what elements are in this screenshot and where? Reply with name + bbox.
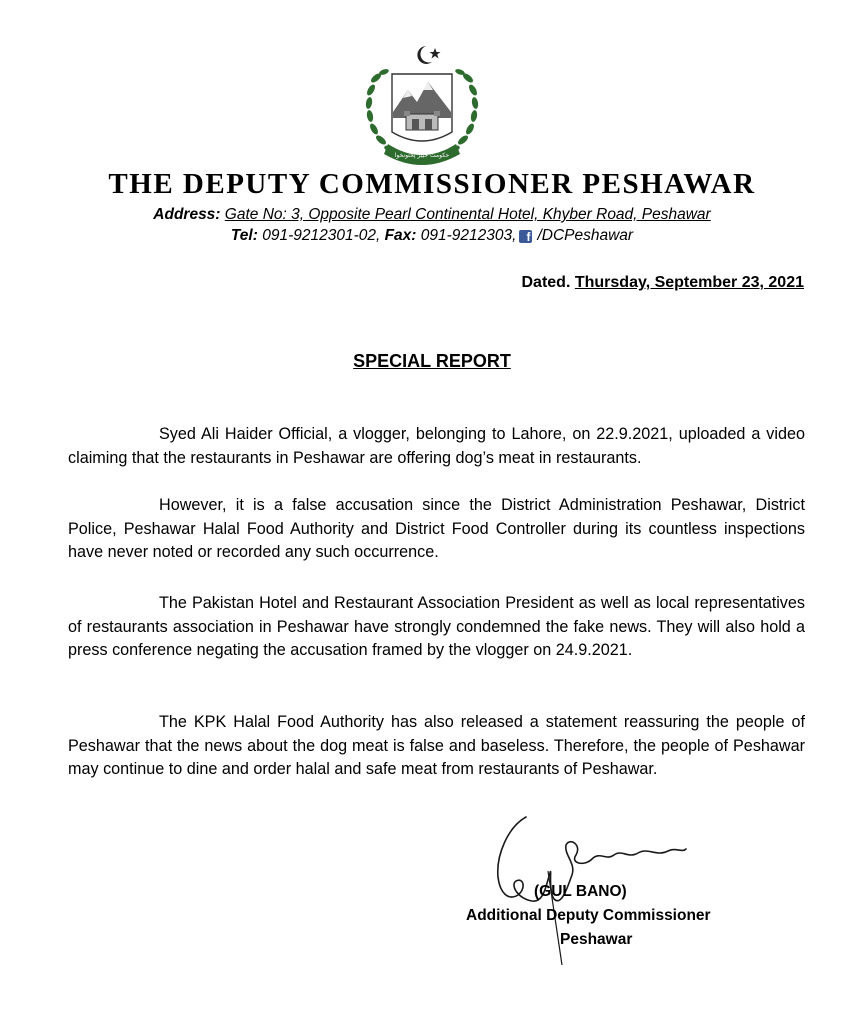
paragraph: Syed Ali Haider Official, a vlogger, belonging to Lahore, on 22.9.2021, uploaded a video claiming that the restaurants in Peshawar are offering dog’s meat in restaurants. [68, 425, 805, 467]
tel-label: Tel: [230, 227, 258, 244]
contact-line [0, 227, 864, 245]
paragraph: The Pakistan Hotel and Restaurant Association President as well as local representatives of restaurants association in Peshawar have strongly condemned the fake news. They will also hold a press conference negating the accusation framed by the vlogger on 24.9.2021. [68, 594, 805, 659]
date-value: Thursday, September 23, 2021 [574, 274, 804, 291]
fax-value: 091-9212303, [420, 227, 517, 244]
signature-block [466, 880, 711, 952]
address-label: Address: [153, 206, 221, 223]
signatory-designation: Additional Deputy Commissioner [466, 907, 711, 924]
date-line [522, 274, 805, 292]
khyber-pakhtunkhwa-emblem-icon [362, 40, 482, 172]
paragraph: However, it is a false accusation since the District Administration Peshawar, District Police, Peshawar Halal Food Authority and District Food Controller during its countless inspections have never noted or recorded any such occurrence. [68, 496, 805, 561]
facebook-icon: f [519, 230, 532, 243]
address-value: Gate No: 3, Opposite Pearl Continental Hotel, Khyber Road, Peshawar [224, 206, 711, 223]
office-title: THE DEPUTY COMMISSIONER PESHAWAR [108, 168, 756, 200]
tel-value: 091-9212301-02, [262, 227, 381, 244]
fax-label: Fax: [384, 227, 417, 244]
signatory-location: Peshawar [560, 931, 633, 948]
paragraph: The KPK Halal Food Authority has also released a statement reassuring the people of Peshawar that the news about the dog meat is false and baseless. Therefore, the people of Peshawar may continue to dine and order halal and safe meat from restaurants of Peshawar. [68, 713, 805, 778]
facebook-handle: /DCPeshawar [537, 227, 634, 244]
date-label: Dated. [521, 274, 571, 291]
emblem-seal-text: حکومت خیبر پختونخوا [394, 152, 450, 159]
signatory-name: (GUL BANO) [534, 883, 627, 900]
report-title: SPECIAL REPORT [353, 351, 511, 371]
address-line [0, 206, 864, 224]
